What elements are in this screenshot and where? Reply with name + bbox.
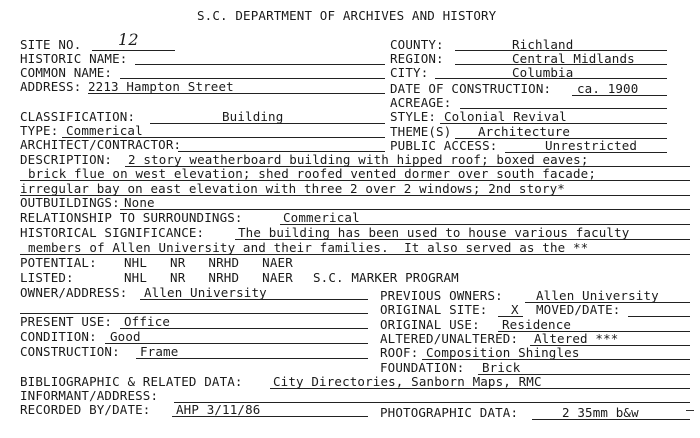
type-value: Commerical xyxy=(66,123,143,138)
foundation-value: Brick xyxy=(482,360,521,375)
region-value: Central Midlands xyxy=(512,51,635,66)
moved-date-label: MOVED/DATE: xyxy=(536,302,621,317)
previous-owners-value: Allen University xyxy=(536,288,659,303)
original-site-value: X xyxy=(511,302,519,317)
public-access-label: PUBLIC ACCESS: xyxy=(390,138,498,153)
photographic-value: 2 35mm b&w xyxy=(562,405,639,420)
style-label: STYLE: xyxy=(390,109,437,124)
listed-options: NHL NR NRHD NAER xyxy=(124,270,293,285)
present-use-value: Office xyxy=(124,314,171,329)
description-line-3: irregular bay on east elevation with three 2 over 2 windows; 2nd story* xyxy=(20,181,565,196)
owner-label: OWNER/ADDRESS: xyxy=(20,285,128,300)
description-line-2: brick flue on west elevation; shed roofed vented dormer over south facade; xyxy=(28,166,596,181)
address-label: ADDRESS: xyxy=(20,79,82,94)
site-no-value: 12 xyxy=(118,30,139,49)
county-value: Richland xyxy=(512,37,574,52)
historic-name-label: HISTORIC NAME: xyxy=(20,51,128,66)
theme-label: THEME(S) xyxy=(390,124,452,139)
altered-label: ALTERED/UNALTERED: xyxy=(380,331,519,346)
potential-options: NHL NR NRHD NAER xyxy=(124,255,293,270)
historical-line-1: The building has been used to house various faculty xyxy=(238,225,630,240)
altered-value: Altered *** xyxy=(534,331,619,346)
outbuildings-value: None xyxy=(124,195,155,210)
marker-program: S.C. MARKER PROGRAM xyxy=(313,270,459,285)
theme-value: Architecture xyxy=(478,124,571,139)
description-line-1: 2 story weatherboard building with hipped roof; boxed eaves; xyxy=(128,152,589,167)
relationship-label: RELATIONSHIP TO SURROUNDINGS: xyxy=(20,210,243,225)
address-value: 2213 Hampton Street xyxy=(88,79,234,94)
roof-value: Composition Shingles xyxy=(426,345,580,360)
original-site-label: ORIGINAL SITE: xyxy=(380,302,488,317)
recorded-by-label: RECORDED BY/DATE: xyxy=(20,402,151,417)
construction-value: Frame xyxy=(140,344,179,359)
construction-label: CONSTRUCTION: xyxy=(20,344,120,359)
bibliographic-label: BIBLIOGRAPHIC & RELATED DATA: xyxy=(20,374,243,389)
condition-value: Good xyxy=(110,329,141,344)
county-label: COUNTY: xyxy=(390,37,444,52)
relationship-value: Commerical xyxy=(283,210,360,225)
present-use-label: PRESENT USE: xyxy=(20,314,113,329)
architect-label: ARCHITECT/CONTRACTOR: xyxy=(20,137,182,152)
type-label: TYPE: xyxy=(20,123,59,138)
city-value: Columbia xyxy=(512,65,574,80)
previous-owners-label: PREVIOUS OWNERS: xyxy=(380,288,503,303)
common-name-label: COMMON NAME: xyxy=(20,65,113,80)
original-use-label: ORIGINAL USE: xyxy=(380,317,480,332)
classification-value: Building xyxy=(222,109,284,124)
recorded-by-value: AHP 3/11/86 xyxy=(176,402,261,417)
photographic-label: PHOTOGRAPHIC DATA: xyxy=(380,405,519,420)
site-no-label: SITE NO. xyxy=(20,37,82,52)
description-label: DESCRIPTION: xyxy=(20,152,113,167)
condition-label: CONDITION: xyxy=(20,329,97,344)
historical-significance-label: HISTORICAL SIGNIFICANCE: xyxy=(20,225,205,240)
outbuildings-label: OUTBUILDINGS: xyxy=(20,195,120,210)
owner-value: Allen University xyxy=(144,285,267,300)
form-header: S.C. DEPARTMENT OF ARCHIVES AND HISTORY xyxy=(197,8,497,23)
roof-label: ROOF: xyxy=(380,345,419,360)
city-label: CITY: xyxy=(390,65,429,80)
foundation-label: FOUNDATION: xyxy=(380,360,465,375)
date-of-construction-value: ca. 1900 xyxy=(577,81,639,96)
bibliographic-value: City Directories, Sanborn Maps, RMC xyxy=(273,374,542,389)
region-label: REGION: xyxy=(390,51,444,66)
listed-label: LISTED: xyxy=(20,270,74,285)
acreage-label: ACREAGE: xyxy=(390,95,452,110)
potential-label: POTENTIAL: xyxy=(20,255,97,270)
style-value: Colonial Revival xyxy=(444,109,567,124)
historical-line-2: members of Allen University and their families. It also served as the ** xyxy=(28,240,589,255)
classification-label: CLASSIFICATION: xyxy=(20,109,136,124)
original-use-value: Residence xyxy=(502,317,572,332)
public-access-value: Unrestricted xyxy=(545,138,638,153)
informant-label: INFORMANT/ADDRESS: xyxy=(20,388,159,403)
date-of-construction-label: DATE OF CONSTRUCTION: xyxy=(390,81,552,96)
